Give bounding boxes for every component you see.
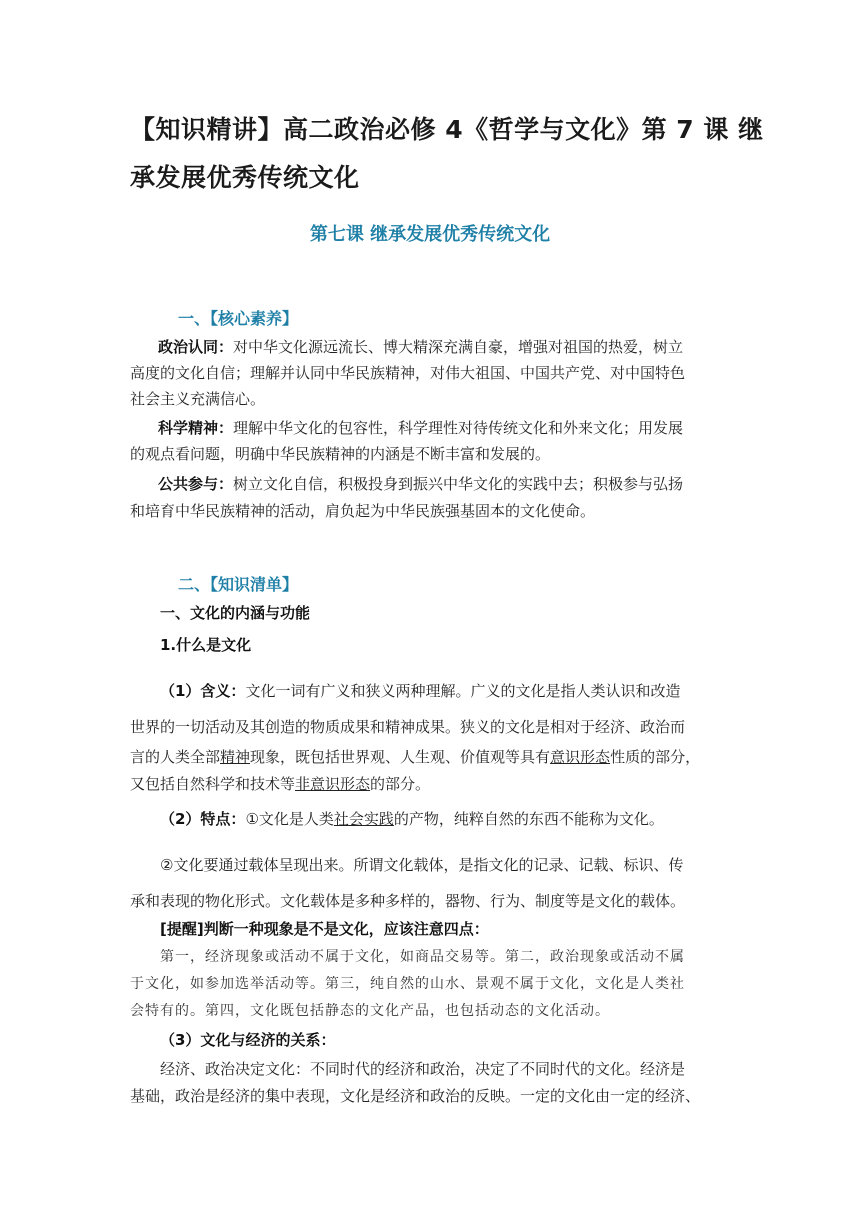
- underlined-term: 非意识形态: [295, 775, 371, 793]
- core-item-science: [158, 417, 758, 438]
- subheading-culture-economy: （3）文化与经济的关系：: [160, 1031, 336, 1049]
- tip-heading: [提醒]判断一种现象是不是文化，应该注意四点：: [160, 920, 489, 938]
- text-span: 的部分。: [370, 775, 431, 793]
- features-label: （2）特点：: [160, 810, 246, 828]
- text-span: 又包括自然科学和技术等: [130, 775, 296, 793]
- tip-line: 会特有的。第四，文化既包括静态的文化产品，也包括动态的文化活动。: [130, 1003, 610, 1019]
- core-item-public: [158, 473, 758, 494]
- core-item-public-line: 和培育中华民族精神的活动，肩负起为中华民族强基固本的文化使命。: [130, 502, 596, 520]
- item-text: 树立文化自信，积极投身到振兴中华文化的实践中去；积极参与弘扬: [233, 475, 684, 493]
- core-item-political-line: 高度的文化自信；理解并认同中华民族精神，对伟大祖国、中国共产党、对中国特色: [130, 364, 686, 382]
- definition-line: [130, 746, 730, 767]
- definition-line: 世界的一切活动及其创造的物质成果和精神成果。狭义的文化是相对于经济、政治而: [130, 718, 686, 736]
- features-line: 承和表现的物化形式。文化载体是多种多样的，器物、行为、制度等是文化的载体。: [130, 892, 686, 910]
- economy-line: 基础，政治是经济的集中表现，文化是经济和政治的反映。一定的文化由一定的经济、: [130, 1087, 701, 1105]
- text-span: ①文化是人类: [245, 810, 334, 828]
- text-span: 现象，既包括世界观、人生观、价值观等具有: [250, 748, 551, 766]
- underlined-term: 社会实践: [333, 810, 394, 828]
- item-label: 科学精神：: [158, 419, 234, 437]
- underlined-term: 精神: [220, 748, 251, 766]
- lesson-title: 第七课 继承发展优秀传统文化: [309, 224, 551, 245]
- document-title-line-2: 承发展优秀传统文化: [130, 163, 360, 192]
- core-item-political: [158, 336, 758, 357]
- text-span: 性质的部分，: [610, 748, 701, 766]
- core-item-political-line: 社会主义充满信心。: [130, 390, 266, 408]
- item-label: 政治认同：: [158, 338, 234, 356]
- definition-label: （1）含义：: [160, 682, 246, 700]
- text-span: 言的人类全部: [130, 748, 221, 766]
- section-heading-knowledge-list: 二、【知识清单】: [178, 575, 299, 594]
- underlined-term: 意识形态: [550, 748, 611, 766]
- section-heading-core-literacy: 一、【核心素养】: [178, 309, 299, 328]
- features-paragraph: [160, 808, 760, 829]
- subheading-culture-meaning: 一、文化的内涵与功能: [160, 604, 311, 622]
- features-line: ②文化要通过载体呈现出来。所谓文化载体，是指文化的记录、记载、标识、传: [160, 856, 684, 874]
- item-label: 公共参与：: [158, 475, 234, 493]
- item-text: 理解中华文化的包容性，科学理性对待传统文化和外来文化；用发展: [233, 419, 684, 437]
- core-item-science-line: 的观点看问题，明确中华民族精神的内涵是不断丰富和发展的。: [130, 445, 551, 463]
- tip-line: 第一，经济现象或活动不属于文化，如商品交易等。第二，政治现象或活动不属: [160, 949, 685, 965]
- item-text: 对中华文化源远流长、博大精深充满自豪，增强对祖国的热爱，树立: [233, 338, 684, 356]
- definition-text: 文化一词有广义和狭义两种理解。广义的文化是指人类认识和改造: [245, 682, 681, 700]
- subheading-what-is-culture: 1.什么是文化: [160, 636, 252, 654]
- definition-paragraph: [160, 680, 760, 701]
- definition-line: [130, 773, 730, 794]
- text-span: 的产物，纯粹自然的东西不能称为文化。: [393, 810, 664, 828]
- document-title-line-1: 【知识精讲】高二政治必修 4《哲学与文化》第 7 课 继: [130, 115, 764, 144]
- tip-line: 于文化，如参加选举活动等。第三，纯自然的山水、景观不属于文化，文化是人类社: [130, 976, 685, 992]
- economy-line: 经济、政治决定文化：不同时代的经济和政治，决定了不同时代的文化。经济是: [160, 1060, 686, 1078]
